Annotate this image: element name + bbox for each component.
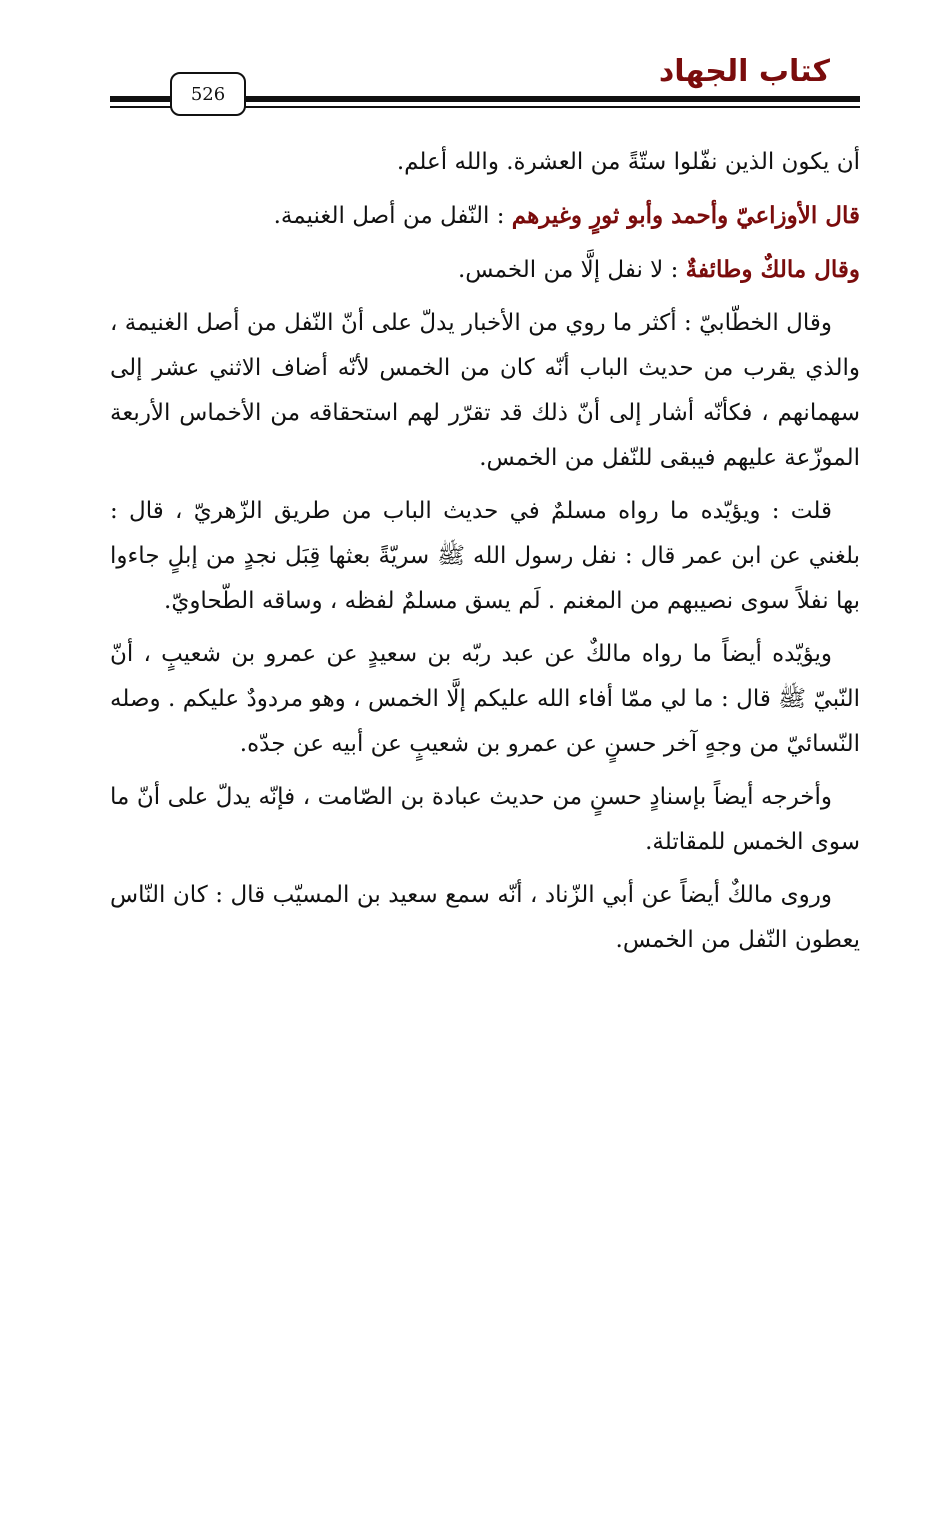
- page-body: [110, 140, 860, 971]
- paragraph-8: [110, 873, 860, 963]
- paragraph-2: [110, 193, 860, 239]
- scholars-names: قال الأوزاعيّ وأحمد وأبو ثورٍ وغيرهم: [511, 202, 860, 229]
- scholars-names: وقال مالكٌ وطائفةٌ: [685, 256, 860, 283]
- paragraph-6: [110, 632, 860, 767]
- page-header: [110, 50, 860, 120]
- paragraph-text: ويؤيّده أيضاً ما رواه مالكٌ عن عبد ربّه بن سعيدٍ عن عمرو بن شعيبٍ ، أنّ النّبيّ ﷺ قال : ما لي ممّا أفاء الله عليكم إلَّا الخمس ، وهو مردودٌ عليكم . وصله النّسائيّ من وجهٍ آخر حسنٍ عن عمرو بن شعيبٍ عن أبيه عن جدّه.: [110, 641, 860, 757]
- chapter-title: كتاب الجهاد: [658, 54, 830, 89]
- paragraph-7: [110, 775, 860, 865]
- paragraph-text: قلت : ويؤيّده ما رواه مسلمٌ في حديث الباب من طريق الزّهريّ ، قال : بلغني عن ابن عمر قال : نفل رسول الله ﷺ سريّةً بعثها قِبَل نجدٍ من إبلٍ جاءوا بها نفلاً سوى نصيبهم من المغنم . لَم يسق مسلمٌ لفظه ، وساقه الطّحاويّ.: [110, 498, 860, 614]
- paragraph-text: وروى مالكٌ أيضاً عن أبي الزّناد ، أنّه سمع سعيد بن المسيّب قال : كان النّاس يعطون النّفل من الخمس.: [110, 882, 860, 953]
- paragraph-text: أن يكون الذين نفّلوا ستّةً من العشرة. والله أعلم.: [396, 149, 860, 175]
- paragraph-1: [110, 140, 860, 185]
- paragraph-text: وقال الخطّابيّ : أكثر ما روي من الأخبار يدلّ على أنّ النّفل من أصل الغنيمة ، والذي يقرب من حديث الباب أنّه كان من الخمس لأنّه أضاف الاثني عشر إلى سهمانهم ، فكأنّه أشار إلى أنّ ذلك قد تقرّر لهم استحقاقه من الأخماس الأربعة الموزّعة عليهم فيبقى للنّفل من الخمس.: [110, 310, 860, 471]
- paragraph-3: [110, 247, 860, 293]
- paragraph-text: وأخرجه أيضاً بإسنادٍ حسنٍ من حديث عبادة بن الصّامت ، فإنّه يدلّ على أنّ ما سوى الخمس للمقاتلة.: [110, 784, 860, 855]
- paragraph-text: : لا نفل إلَّا من الخمس.: [457, 257, 686, 283]
- page-number: 526: [170, 72, 246, 116]
- paragraph-4: [110, 301, 860, 481]
- paragraph-5: [110, 489, 860, 624]
- paragraph-text: : النّفل من أصل الغنيمة.: [273, 203, 512, 229]
